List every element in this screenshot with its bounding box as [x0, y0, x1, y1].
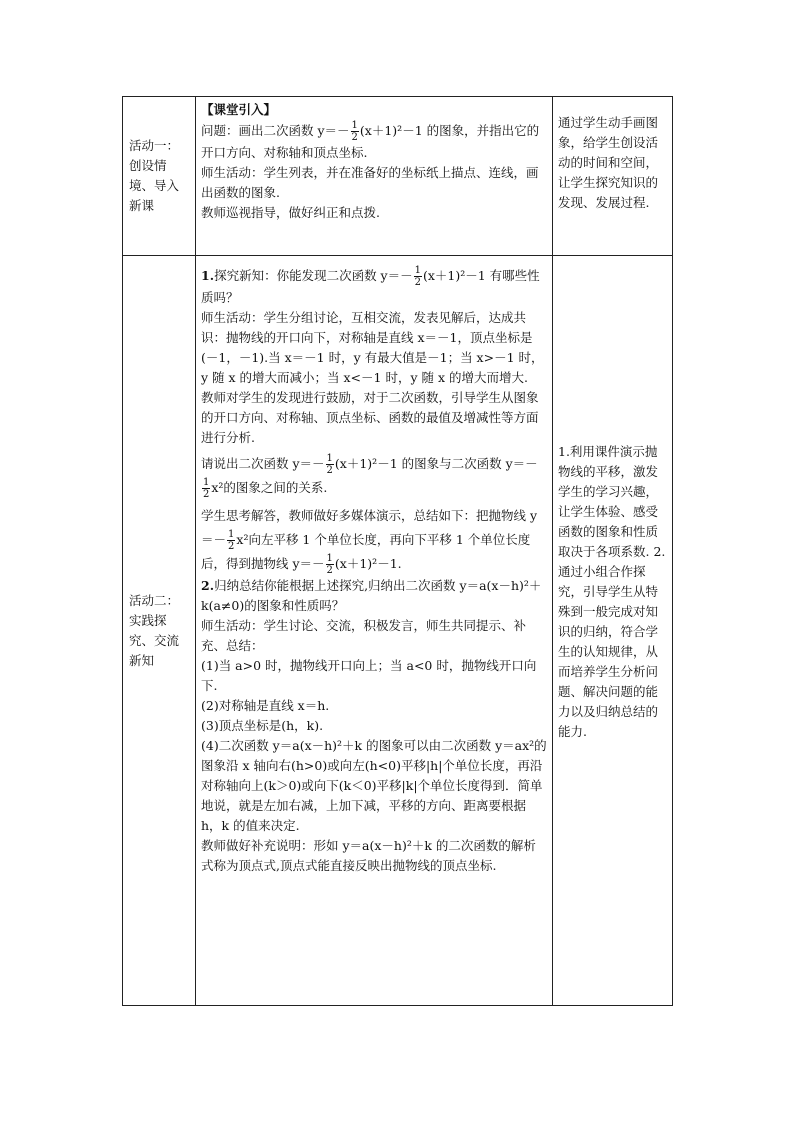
table-row: [123, 97, 673, 256]
fraction: $\frac{1}{2}$: [351, 120, 358, 143]
section-heading: 【课堂引入】: [201, 102, 277, 117]
activity-paragraph: 师生活动：学生列表，并在准备好的坐标纸上描点、连线，画出函数的图象.: [201, 165, 539, 200]
activity-label: 活动一：创设情境、导入新课: [123, 97, 196, 256]
design-note: 1.利用课件演示抛物线的平移，激发学生的学习兴趣，让学生体验、感受函数的图象和性质取决于各项系数. 2.通过小组合作探究，引导学生从特殊到一般完成对知识的归纳，符合学生的认知规律，从而培养学生分析问题、解决问题的能力以及归纳总结的能力.: [553, 256, 673, 1006]
question-paragraph: 问题：画出二次函数 y＝－ $\frac{1}{2}$ (x＋1)²－1 的图象，并指出它的开口方向、对称轴和顶点坐标.: [201, 120, 540, 160]
activity-paragraph: 教师做好补充说明：形如 y＝a(x－h)²＋k 的二次函数的解析式称为顶点式,顶点式能直接反映出抛物线的顶点坐标.: [201, 838, 536, 873]
summary-item: (2)对称轴是直线 x＝h.: [201, 698, 330, 713]
activity-paragraph: 教师对学生的发现进行鼓励，对于二次函数，引导学生从图象的开口方向、对称轴、顶点坐标、函数的最值及增减性等方面进行分析.: [201, 390, 539, 445]
fraction: $\frac{1}{2}$: [326, 553, 333, 576]
fraction: $\frac{1}{2}$: [228, 529, 235, 552]
activity-content: [196, 256, 553, 1006]
activity-paragraph: 师生活动：学生讨论、交流，积极发言，师生共同提示、补充、总结：: [201, 618, 527, 653]
summary-item: (1)当 a>0 时，抛物线开口向上；当 a<0 时，抛物线开口向下.: [201, 658, 537, 693]
activity-paragraph: 师生活动：学生分组讨论，互相交流，发表见解后，达成共识：抛物线的开口向下，对称轴是直线 x＝－1，顶点坐标是(－1，－1).当 x＝－1 时，y 有最大值是－1；当 x>－1 时，y 随 x 的增大而减小；当 x<－1 时，y 随 x 的增大而增大.: [201, 310, 544, 385]
question-paragraph: 请说出二次函数 y＝－ $\frac{1}{2}$ (x＋1)²－1 的图象与二次函数 y＝－ $\frac{1}{2}$ x²的图象之间的关系.: [201, 453, 538, 500]
activity-paragraph: 教师巡视指导，做好纠正和点拨.: [201, 205, 380, 220]
fraction: $\frac{1}{2}$: [414, 265, 421, 288]
section-paragraph: 2.归纳总结你能根据上述探究,归纳出二次函数 y＝a(x－h)²＋k(a≠0)的图象和性质吗？: [201, 578, 542, 613]
design-note: 通过学生动手画图象，给学生创设活动的时间和空间，让学生探究知识的发现、发展过程.: [553, 97, 673, 256]
activity-label: 活动二：实践探究、交流新知: [123, 256, 196, 1006]
activity-content: [196, 97, 553, 256]
summary-item: (3)顶点坐标是(h，k).: [201, 718, 324, 733]
fraction: $\frac{1}{2}$: [203, 477, 210, 500]
summary-item: (4)二次函数 y＝a(x－h)²＋k 的图象可以由二次函数 y＝ax²的图象沿 x 轴向右(h>0)或向左(h<0)平移|h|个单位长度，再沿对称轴向上(k＞0)或向下(k＜0)平移|k|个单位长度得到．简单地说，就是左加右减，上加下减，平移的方向、距离要根据 h，k 的值来决定.: [201, 738, 547, 833]
activity-paragraph: 学生思考解答，教师做好多媒体演示，总结如下：把抛物线 y＝－ $\frac{1}{2}$ x²向左平移 1 个单位长度，再向下平移 1 个单位长度后，得到抛物线 y＝－ $\frac{1}{2}$ (x＋1)²－1.: [201, 508, 538, 576]
section-paragraph: 1.探究新知：你能发现二次函数 y＝－ $\frac{1}{2}$ (x＋1)²－1 有哪些性质吗？: [201, 265, 540, 305]
fraction: $\frac{1}{2}$: [326, 453, 333, 476]
lesson-plan-table: [122, 96, 673, 1006]
table-row: [123, 256, 673, 1006]
